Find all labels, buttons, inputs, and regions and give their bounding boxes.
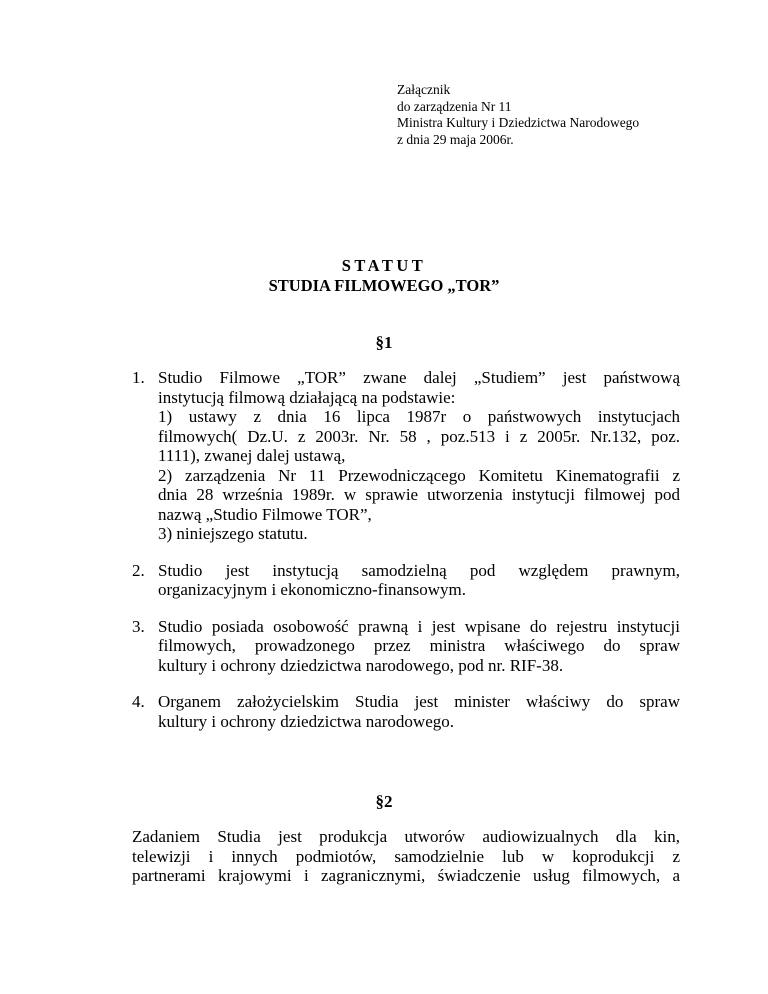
annex-line: Załącznik (397, 82, 451, 97)
document-title (0, 256, 768, 296)
text-line: Organem założycielskim Studia jest minister właściwy do spraw (158, 692, 680, 711)
point-number: 4. (132, 692, 145, 711)
text-line: filmowych, prowadzonego przez ministra właściwego do spraw (158, 636, 680, 655)
point-number: 2. (132, 560, 145, 580)
text-line: 3) niniejszego statutu. (158, 524, 308, 543)
annex-line: do zarządzenia Nr 11 (397, 98, 512, 114)
point-item (132, 692, 680, 731)
text-line: dnia 28 września 1989r. w sprawie utworzenia instytucji filmowej pod (158, 485, 680, 504)
text-line: 1111), zwanej dalej ustawą, (158, 446, 346, 465)
point-number: 3. (132, 616, 145, 636)
text-line: Studio jest instytucją samodzielną pod względem prawnym, (158, 560, 680, 580)
text-line: kultury i ochrony dziedzictwa narodowego. (158, 711, 454, 731)
point-number: 1. (132, 368, 145, 387)
text-line: instytucją filmową działającą na podstawie: (158, 387, 456, 407)
text-line: 1) ustawy z dnia 16 lipca 1987r o państwowych instytucjach (158, 407, 680, 426)
annex-line: Ministra Kultury i Dziedzictwa Narodowego (397, 115, 640, 130)
point-item (132, 368, 680, 544)
text-line: Zadaniem Studia jest produkcja utworów audiowizualnych dla kin, (132, 827, 680, 846)
text-line: partnerami krajowymi i zagranicznymi, świadczenie usług filmowych, a (132, 866, 680, 885)
section-2-paragraph (132, 827, 680, 886)
point-item (132, 617, 680, 676)
text-line: filmowych( Dz.U. z 2003r. Nr. 58 , poz.513 i z 2005r. Nr.132, poz. (158, 426, 680, 446)
text-line: Studio posiada osobowość prawną i jest wpisane do rejestru instytucji (158, 616, 680, 636)
text-line: Studio Filmowe „TOR” zwane dalej „Studiem” jest państwową (158, 368, 680, 387)
text-line: organizacyjnym i ekonomiczno-finansowym. (158, 580, 466, 599)
section-1-heading: §1 (375, 333, 393, 352)
text-line: nazwą „Studio Filmowe TOR”, (158, 504, 372, 524)
section-2-heading: §2 (375, 792, 393, 811)
text-line: telewizji i innych podmiotów, samodzielnie lub w koprodukcji z (132, 846, 680, 866)
text-line: 2) zarządzenia Nr 11 Przewodniczącego Komitetu Kinematografii z (158, 465, 680, 485)
title-main: STATUT (341, 256, 427, 275)
point-item (132, 561, 680, 600)
text-line: kultury i ochrony dziedzictwa narodowego, pod nr. RIF-38. (158, 655, 564, 675)
section-1-points (132, 368, 680, 731)
annex-header (397, 82, 639, 148)
annex-line: z dnia 29 maja 2006r. (397, 131, 514, 147)
title-sub: STUDIA FILMOWEGO „TOR” (268, 276, 500, 295)
